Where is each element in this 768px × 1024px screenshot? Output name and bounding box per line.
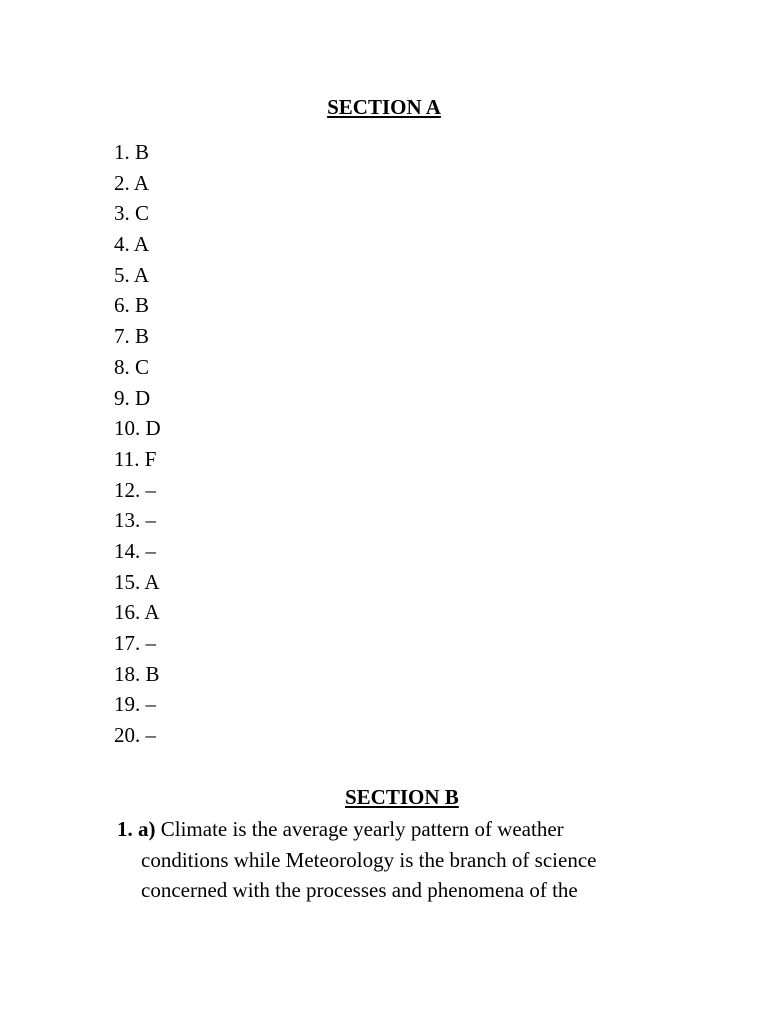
answer-item: 9. D [114,385,151,410]
answer-item: 14. – [114,538,156,563]
answer-item: 3. C [114,201,150,226]
answer-item: 16. A [114,600,160,625]
answer-item: 12. – [114,477,156,502]
section-a-heading: SECTION A [327,95,441,119]
answer-item: 13. – [114,508,156,533]
answer-text-line: conditions while Meteorology is the branch of science [141,847,597,872]
answer-item: 2. A [114,170,150,195]
answer-item: 7. B [114,324,150,349]
answer-item: 11. F [114,446,157,471]
answer-item: 5. A [114,262,150,287]
answer-item: 1. B [114,140,150,164]
answer-item: 8. C [114,354,150,379]
answer-text-line: concerned with the processes and phenomena of the [141,878,578,902]
section-b-heading: SECTION B [345,785,459,809]
question-first-line [117,814,637,845]
answer-item: 17. – [114,631,156,655]
answer-item: 19. – [114,692,156,717]
question-number: 1. [117,817,133,841]
answer-item: 20. – [114,723,156,748]
answer-item: 4. A [114,232,150,257]
answer-text-line: Climate is the average yearly pattern of weather [160,817,564,841]
answer-item: 15. A [114,569,160,594]
section-a-answer-list [114,137,161,751]
section-b-question-1 [117,814,637,906]
answer-item: 6. B [114,293,150,318]
answer-item: 10. D [114,416,161,441]
answer-item: 18. B [114,661,160,686]
question-part-label: a) [138,817,156,841]
